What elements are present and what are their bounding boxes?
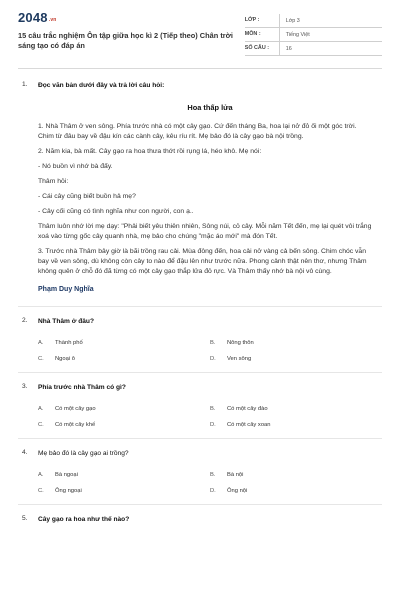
answer-option[interactable] xyxy=(210,340,382,346)
question-text: Cây gạo ra hoa như thế nào? xyxy=(38,516,130,523)
option-text: Ông nội xyxy=(227,488,248,494)
question-text: Mẹ bảo đó là cây gạo ai trồng? xyxy=(38,450,129,457)
site-logo[interactable] xyxy=(18,10,245,25)
option-letter: A. xyxy=(38,340,44,346)
logo-tld: .vn xyxy=(48,17,57,23)
question-text: Nhà Thâm ở đâu? xyxy=(38,318,94,325)
option-text: Có một cây xoan xyxy=(227,422,271,428)
passage-paragraph: 2. Năm kia, bà mất. Cây gạo ra hoa thưa thớt rồi rụng lá, héo khô. Mẹ nói: xyxy=(38,148,262,155)
options-grid xyxy=(38,406,382,428)
meta-row-subject xyxy=(245,28,382,42)
option-text: Nông thôn xyxy=(227,340,254,346)
meta-row-count xyxy=(245,42,382,56)
page-header xyxy=(18,0,382,56)
passage-paragraph: 1. Nhà Thâm ở ven sông. Phía trước nhà có một cây gạo. Cứ đến tháng Ba, hoa lại nở đỏ ối một góc trời. Chim từ đâu bay về đậu kín các cành cây, kêu ríu rít. Mẹ bảo đó là cây gạo bà nội trồng. xyxy=(38,123,357,140)
meta-label: MÔN : xyxy=(245,28,280,41)
answer-option[interactable] xyxy=(210,488,382,494)
meta-value: 16 xyxy=(285,45,292,52)
passage-paragraph: Thâm luôn nhớ lời mẹ dạy: "Phải biết yêu thiên nhiên, Sông núi, cỏ cây. Mỗi năm Tết đến, mẹ lại quét vôi trắng xoá vào từng gốc cây quanh nhà, mẹ bảo cho chúng "mặc áo mới" mà đón Tết. xyxy=(38,223,372,240)
question-4 xyxy=(18,449,382,494)
passage-paragraph: - Cái cây cũng biết buồn hả mẹ? xyxy=(38,193,136,200)
answer-option[interactable] xyxy=(38,422,210,428)
option-text: Có một cây gạo xyxy=(55,406,96,412)
passage-title: Hoa thấp lửa xyxy=(187,103,233,112)
header-left xyxy=(18,10,245,56)
option-letter: C. xyxy=(38,422,44,428)
passage-paragraph: Thâm hỏi: xyxy=(38,178,69,185)
answer-option[interactable] xyxy=(38,488,210,494)
option-letter: D. xyxy=(210,356,216,362)
answer-option[interactable] xyxy=(38,406,210,412)
question-5 xyxy=(18,515,382,524)
options-grid xyxy=(38,472,382,494)
question-separator xyxy=(18,504,382,505)
option-text: Bà nội xyxy=(227,472,244,478)
options-grid xyxy=(38,340,382,362)
question-3 xyxy=(18,383,382,428)
answer-option[interactable] xyxy=(210,472,382,478)
question-separator xyxy=(18,372,382,373)
answer-option[interactable] xyxy=(210,406,382,412)
question-number: 3. xyxy=(22,383,28,390)
option-text: Ven sông xyxy=(227,356,252,362)
passage-author: Phạm Duy Nghĩa xyxy=(38,286,94,293)
option-text: Có một cây khế xyxy=(55,422,96,428)
question-2 xyxy=(18,317,382,362)
option-letter: D. xyxy=(210,422,216,428)
option-letter: D. xyxy=(210,488,216,494)
option-letter: A. xyxy=(38,472,44,478)
answer-option[interactable] xyxy=(210,356,382,362)
meta-value: Tiếng Việt xyxy=(285,31,310,38)
passage-paragraph: 3. Trước nhà Thâm bây giờ là bãi trồng rau cải. Mùa đông đến, hoa cải nở vàng cả bến sông. Chim chóc vẫn bay về ven sông, dù không còn cây to nào để đậu lên như trước nữa. Phong cảnh thật nên thơ, nhưng Thâm không quên ở chỗ đó đã từng có một cây gạo thắp lửa đỏ rực. Và Thâm thấy nhớ bà nội vô cùng. xyxy=(38,248,367,275)
question-text: Phía trước nhà Thâm có gì? xyxy=(38,384,126,391)
passage-paragraph: - Cây cối cũng có tình nghĩa như con người, con ạ.. xyxy=(38,208,194,215)
page-title: 15 câu trắc nghiệm Ôn tập giữa học kì 2 (Tiếp theo) Chân trời sáng tạo có đáp án xyxy=(18,31,233,50)
question-separator xyxy=(18,438,382,439)
meta-row-class xyxy=(245,14,382,28)
option-letter: A. xyxy=(38,406,44,412)
question-number: 5. xyxy=(22,515,28,522)
answer-option[interactable] xyxy=(210,422,382,428)
question-number: 4. xyxy=(22,449,28,456)
option-letter: C. xyxy=(38,488,44,494)
question-number: 1. xyxy=(22,81,28,88)
option-text: Thành phố xyxy=(55,340,83,346)
option-text: Có một cây đào xyxy=(227,406,268,412)
option-letter: C. xyxy=(38,356,44,362)
meta-table xyxy=(245,14,382,56)
meta-label: LỚP : xyxy=(245,14,280,27)
question-prompt: Đọc văn bản dưới đây và trả lời câu hỏi: xyxy=(38,82,165,89)
logo-main: 2048 xyxy=(18,10,48,25)
meta-label: SỐ CÂU : xyxy=(245,42,280,55)
question-separator xyxy=(18,306,382,307)
option-letter: B. xyxy=(210,472,216,478)
meta-value: Lớp 3 xyxy=(285,17,300,24)
answer-option[interactable] xyxy=(38,472,210,478)
header-divider xyxy=(18,68,382,69)
answer-option[interactable] xyxy=(38,356,210,362)
option-letter: B. xyxy=(210,340,216,346)
option-text: Bà ngoại xyxy=(55,472,78,478)
option-text: Ông ngoại xyxy=(55,488,82,494)
answer-option[interactable] xyxy=(38,340,210,346)
option-text: Ngoại ô xyxy=(55,356,75,362)
question-1 xyxy=(18,81,382,293)
passage-paragraph: - Nó buồn vì nhớ bà đấy. xyxy=(38,163,113,170)
question-number: 2. xyxy=(22,317,28,324)
option-letter: B. xyxy=(210,406,216,412)
